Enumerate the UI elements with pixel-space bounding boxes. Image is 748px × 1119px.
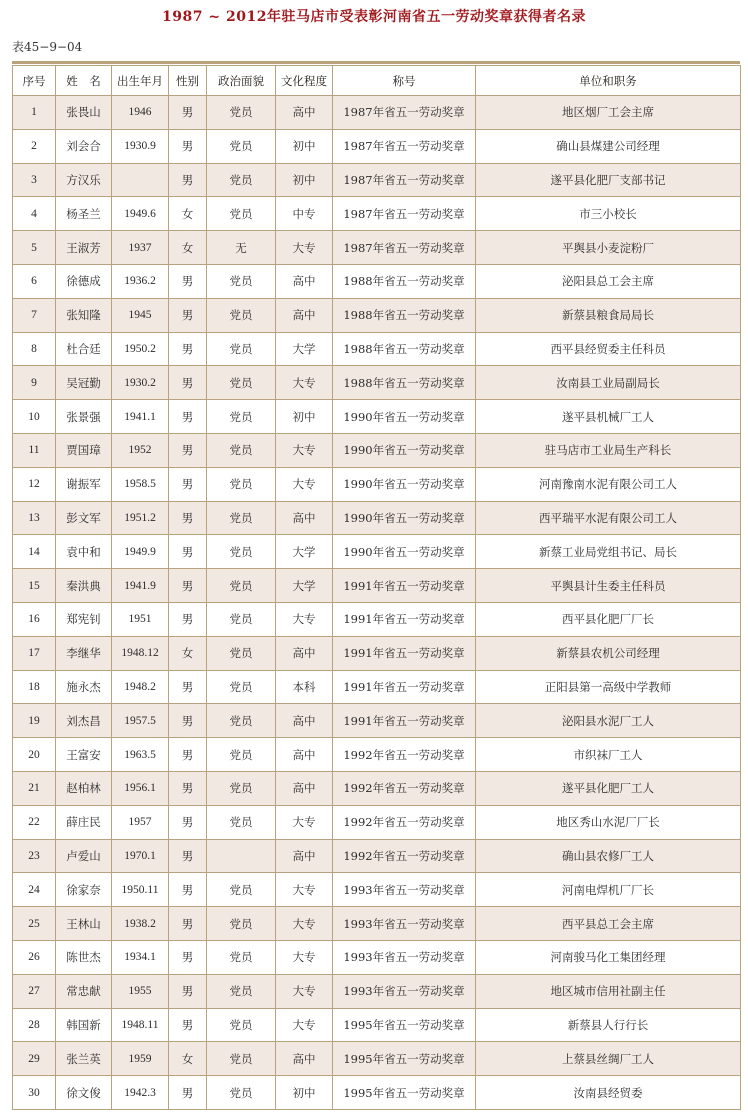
cell-name: 王淑芳: [56, 231, 112, 265]
cell-political: 党员: [207, 974, 276, 1008]
cell-name: 卢爱山: [56, 839, 112, 873]
cell-index: 9: [13, 366, 56, 400]
cell-political: 党员: [207, 704, 276, 738]
cell-unit: 市三小校长: [476, 197, 741, 231]
cell-index: 27: [13, 974, 56, 1008]
cell-gender: 男: [169, 332, 207, 366]
cell-index: 15: [13, 569, 56, 603]
cell-birth: 1955: [112, 974, 169, 1008]
cell-title: 1990年省五一劳动奖章: [333, 467, 476, 501]
cell-name: 王林山: [56, 907, 112, 941]
cell-name: 秦洪典: [56, 569, 112, 603]
cell-political: 党员: [207, 940, 276, 974]
header-unit: 单位和职务: [476, 66, 741, 96]
table-row: [13, 974, 741, 1008]
cell-education: 初中: [276, 163, 333, 197]
cell-birth: 1957: [112, 805, 169, 839]
cell-gender: 女: [169, 197, 207, 231]
cell-name: 张畏山: [56, 96, 112, 130]
cell-name: 李继华: [56, 636, 112, 670]
table-row: [13, 940, 741, 974]
cell-title: 1988年省五一劳动奖章: [333, 332, 476, 366]
table-row: [13, 129, 741, 163]
cell-unit: 确山县农修厂工人: [476, 839, 741, 873]
cell-unit: 西平县总工会主席: [476, 907, 741, 941]
header-rule: [12, 61, 740, 64]
cell-name: 薛庄民: [56, 805, 112, 839]
cell-gender: 男: [169, 1076, 207, 1110]
cell-birth: 1946: [112, 96, 169, 130]
cell-education: 初中: [276, 1076, 333, 1110]
cell-birth: 1936.2: [112, 264, 169, 298]
cell-title: 1990年省五一劳动奖章: [333, 535, 476, 569]
cell-name: 方汉乐: [56, 163, 112, 197]
cell-political: 党员: [207, 569, 276, 603]
cell-birth: 1937: [112, 231, 169, 265]
cell-political: 党员: [207, 163, 276, 197]
cell-birth: 1951: [112, 602, 169, 636]
cell-index: 8: [13, 332, 56, 366]
cell-index: 13: [13, 501, 56, 535]
cell-political: 党员: [207, 636, 276, 670]
cell-birth: 1930.2: [112, 366, 169, 400]
cell-gender: 男: [169, 602, 207, 636]
cell-birth: [112, 163, 169, 197]
cell-index: 16: [13, 602, 56, 636]
cell-title: 1991年省五一劳动奖章: [333, 569, 476, 603]
cell-education: 大专: [276, 467, 333, 501]
cell-index: 28: [13, 1008, 56, 1042]
cell-political: 党员: [207, 501, 276, 535]
cell-political: 党员: [207, 298, 276, 332]
cell-birth: 1934.1: [112, 940, 169, 974]
cell-index: 11: [13, 433, 56, 467]
cell-education: 高中: [276, 1042, 333, 1076]
cell-name: 吴冠勤: [56, 366, 112, 400]
table-row: [13, 771, 741, 805]
cell-education: 本科: [276, 670, 333, 704]
cell-unit: 确山县煤建公司经理: [476, 129, 741, 163]
cell-name: 徐文俊: [56, 1076, 112, 1110]
cell-unit: 泌阳县总工会主席: [476, 264, 741, 298]
cell-gender: 男: [169, 433, 207, 467]
cell-unit: 遂平县化肥厂支部书记: [476, 163, 741, 197]
cell-title: 1992年省五一劳动奖章: [333, 839, 476, 873]
cell-title: 1993年省五一劳动奖章: [333, 974, 476, 1008]
cell-name: 杨圣兰: [56, 197, 112, 231]
cell-education: 高中: [276, 264, 333, 298]
cell-name: 郑宪钊: [56, 602, 112, 636]
cell-index: 4: [13, 197, 56, 231]
cell-index: 21: [13, 771, 56, 805]
cell-birth: 1952: [112, 433, 169, 467]
cell-birth: 1948.12: [112, 636, 169, 670]
cell-title: 1991年省五一劳动奖章: [333, 602, 476, 636]
cell-gender: 男: [169, 569, 207, 603]
cell-index: 17: [13, 636, 56, 670]
cell-name: 施永杰: [56, 670, 112, 704]
cell-index: 26: [13, 940, 56, 974]
cell-education: 高中: [276, 636, 333, 670]
table-row: [13, 1008, 741, 1042]
cell-index: 23: [13, 839, 56, 873]
table-row: [13, 670, 741, 704]
cell-gender: 男: [169, 907, 207, 941]
header-gender: 性别: [169, 66, 207, 96]
cell-title: 1992年省五一劳动奖章: [333, 738, 476, 772]
cell-political: 党员: [207, 670, 276, 704]
cell-birth: 1941.9: [112, 569, 169, 603]
header-political: 政治面貌: [207, 66, 276, 96]
cell-unit: 西平县经贸委主任科员: [476, 332, 741, 366]
cell-gender: 男: [169, 805, 207, 839]
cell-unit: 平舆县计生委主任科员: [476, 569, 741, 603]
table-row: [13, 1042, 741, 1076]
table-row: [13, 264, 741, 298]
cell-gender: 女: [169, 1042, 207, 1076]
cell-political: 党员: [207, 1008, 276, 1042]
cell-political: [207, 839, 276, 873]
table-row: [13, 738, 741, 772]
cell-unit: 遂平县化肥厂工人: [476, 771, 741, 805]
cell-education: 初中: [276, 129, 333, 163]
table-row: [13, 467, 741, 501]
table-row: [13, 704, 741, 738]
cell-birth: 1950.11: [112, 873, 169, 907]
cell-gender: 男: [169, 400, 207, 434]
table-row: [13, 1076, 741, 1110]
cell-title: 1995年省五一劳动奖章: [333, 1042, 476, 1076]
cell-unit: 地区烟厂工会主席: [476, 96, 741, 130]
cell-political: 党员: [207, 602, 276, 636]
cell-education: 高中: [276, 771, 333, 805]
cell-gender: 女: [169, 636, 207, 670]
cell-education: 大学: [276, 332, 333, 366]
cell-index: 20: [13, 738, 56, 772]
cell-gender: 男: [169, 940, 207, 974]
cell-index: 6: [13, 264, 56, 298]
cell-title: 1987年省五一劳动奖章: [333, 231, 476, 265]
cell-education: 高中: [276, 738, 333, 772]
cell-education: 初中: [276, 400, 333, 434]
cell-education: 高中: [276, 839, 333, 873]
header-education: 文化程度: [276, 66, 333, 96]
cell-title: 1991年省五一劳动奖章: [333, 670, 476, 704]
cell-education: 大学: [276, 535, 333, 569]
cell-index: 24: [13, 873, 56, 907]
cell-birth: 1957.5: [112, 704, 169, 738]
cell-political: 党员: [207, 873, 276, 907]
table-row: [13, 163, 741, 197]
table-row: [13, 96, 741, 130]
cell-gender: 男: [169, 467, 207, 501]
cell-title: 1995年省五一劳动奖章: [333, 1008, 476, 1042]
cell-unit: 新蔡县人行行长: [476, 1008, 741, 1042]
cell-birth: 1950.2: [112, 332, 169, 366]
cell-name: 刘会合: [56, 129, 112, 163]
cell-gender: 男: [169, 535, 207, 569]
cell-political: 党员: [207, 264, 276, 298]
cell-unit: 遂平县机械厂工人: [476, 400, 741, 434]
table-row: [13, 433, 741, 467]
cell-name: 赵柏林: [56, 771, 112, 805]
cell-education: 大专: [276, 1008, 333, 1042]
cell-title: 1993年省五一劳动奖章: [333, 873, 476, 907]
header-name: 姓 名: [56, 66, 112, 96]
cell-gender: 男: [169, 1008, 207, 1042]
table-header-row: [13, 66, 741, 96]
cell-index: 18: [13, 670, 56, 704]
cell-gender: 男: [169, 738, 207, 772]
cell-index: 22: [13, 805, 56, 839]
cell-index: 10: [13, 400, 56, 434]
cell-birth: 1959: [112, 1042, 169, 1076]
cell-name: 张兰英: [56, 1042, 112, 1076]
cell-birth: 1948.2: [112, 670, 169, 704]
cell-title: 1987年省五一劳动奖章: [333, 163, 476, 197]
cell-political: 无: [207, 231, 276, 265]
cell-unit: 泌阳县水泥厂工人: [476, 704, 741, 738]
cell-name: 张知隆: [56, 298, 112, 332]
cell-title: 1990年省五一劳动奖章: [333, 501, 476, 535]
cell-index: 25: [13, 907, 56, 941]
table-row: [13, 873, 741, 907]
cell-title: 1991年省五一劳动奖章: [333, 636, 476, 670]
cell-index: 29: [13, 1042, 56, 1076]
cell-title: 1990年省五一劳动奖章: [333, 400, 476, 434]
cell-birth: 1942.3: [112, 1076, 169, 1110]
table-row: [13, 805, 741, 839]
cell-unit: 驻马店市工业局生产科长: [476, 433, 741, 467]
cell-unit: 西平瑞平水泥有限公司工人: [476, 501, 741, 535]
cell-gender: 男: [169, 704, 207, 738]
cell-index: 12: [13, 467, 56, 501]
cell-unit: 地区秀山水泥厂厂长: [476, 805, 741, 839]
table-row: [13, 231, 741, 265]
cell-title: 1988年省五一劳动奖章: [333, 264, 476, 298]
cell-gender: 男: [169, 366, 207, 400]
table-row: [13, 332, 741, 366]
cell-birth: 1949.6: [112, 197, 169, 231]
cell-title: 1987年省五一劳动奖章: [333, 96, 476, 130]
cell-unit: 河南豫南水泥有限公司工人: [476, 467, 741, 501]
cell-birth: 1945: [112, 298, 169, 332]
cell-unit: 市织袜厂工人: [476, 738, 741, 772]
header-index: 序号: [13, 66, 56, 96]
cell-gender: 女: [169, 231, 207, 265]
cell-birth: 1958.5: [112, 467, 169, 501]
cell-title: 1993年省五一劳动奖章: [333, 907, 476, 941]
cell-title: 1991年省五一劳动奖章: [333, 704, 476, 738]
cell-education: 大专: [276, 805, 333, 839]
table-row: [13, 535, 741, 569]
cell-education: 高中: [276, 298, 333, 332]
cell-title: 1988年省五一劳动奖章: [333, 298, 476, 332]
cell-index: 5: [13, 231, 56, 265]
cell-gender: 男: [169, 96, 207, 130]
cell-unit: 新蔡县农机公司经理: [476, 636, 741, 670]
cell-title: 1992年省五一劳动奖章: [333, 805, 476, 839]
cell-political: 党员: [207, 197, 276, 231]
cell-unit: 汝南县经贸委: [476, 1076, 741, 1110]
cell-political: 党员: [207, 467, 276, 501]
cell-name: 王富安: [56, 738, 112, 772]
cell-birth: 1951.2: [112, 501, 169, 535]
cell-unit: 西平县化肥厂厂长: [476, 602, 741, 636]
cell-index: 1: [13, 96, 56, 130]
cell-title: 1987年省五一劳动奖章: [333, 197, 476, 231]
table-code: 表45−9−04: [12, 40, 83, 54]
cell-index: 19: [13, 704, 56, 738]
cell-unit: 平舆县小麦淀粉厂: [476, 231, 741, 265]
cell-title: 1987年省五一劳动奖章: [333, 129, 476, 163]
table-row: [13, 400, 741, 434]
table-row: [13, 298, 741, 332]
cell-birth: 1963.5: [112, 738, 169, 772]
cell-political: 党员: [207, 738, 276, 772]
cell-name: 贾国璋: [56, 433, 112, 467]
cell-education: 大专: [276, 433, 333, 467]
table-row: [13, 569, 741, 603]
cell-birth: 1941.1: [112, 400, 169, 434]
cell-birth: 1930.9: [112, 129, 169, 163]
cell-title: 1995年省五一劳动奖章: [333, 1076, 476, 1110]
cell-birth: 1949.9: [112, 535, 169, 569]
cell-political: 党员: [207, 96, 276, 130]
cell-title: 1990年省五一劳动奖章: [333, 433, 476, 467]
cell-education: 大专: [276, 366, 333, 400]
table-row: [13, 907, 741, 941]
cell-name: 陈世杰: [56, 940, 112, 974]
cell-name: 张景强: [56, 400, 112, 434]
cell-education: 中专: [276, 197, 333, 231]
table-row: [13, 839, 741, 873]
cell-index: 14: [13, 535, 56, 569]
cell-political: 党员: [207, 433, 276, 467]
cell-education: 大专: [276, 974, 333, 1008]
cell-education: 高中: [276, 704, 333, 738]
cell-name: 徐德成: [56, 264, 112, 298]
cell-education: 大专: [276, 907, 333, 941]
cell-unit: 汝南县工业局副局长: [476, 366, 741, 400]
cell-education: 大专: [276, 940, 333, 974]
cell-gender: 男: [169, 501, 207, 535]
page-title: 1987 ~ 2012年驻马店市受表彰河南省五一劳动奖章获得者名录: [162, 9, 586, 25]
cell-political: 党员: [207, 1076, 276, 1110]
cell-title: 1992年省五一劳动奖章: [333, 771, 476, 805]
cell-index: 30: [13, 1076, 56, 1110]
cell-unit: 河南电焊机厂厂长: [476, 873, 741, 907]
cell-birth: 1956.1: [112, 771, 169, 805]
cell-political: 党员: [207, 771, 276, 805]
cell-name: 徐家奈: [56, 873, 112, 907]
cell-name: 刘杰昌: [56, 704, 112, 738]
table-row: [13, 366, 741, 400]
cell-title: 1993年省五一劳动奖章: [333, 940, 476, 974]
cell-unit: 地区城市信用社副主任: [476, 974, 741, 1008]
cell-gender: 男: [169, 873, 207, 907]
cell-index: 2: [13, 129, 56, 163]
cell-name: 韩国新: [56, 1008, 112, 1042]
cell-political: 党员: [207, 805, 276, 839]
cell-gender: 男: [169, 129, 207, 163]
cell-gender: 男: [169, 298, 207, 332]
cell-education: 大专: [276, 602, 333, 636]
cell-unit: 正阳县第一高级中学教师: [476, 670, 741, 704]
cell-unit: 上蔡县丝绸厂工人: [476, 1042, 741, 1076]
cell-education: 高中: [276, 501, 333, 535]
cell-political: 党员: [207, 535, 276, 569]
cell-education: 大学: [276, 569, 333, 603]
header-birth: 出生年月: [112, 66, 169, 96]
header-title: 称号: [333, 66, 476, 96]
cell-education: 高中: [276, 96, 333, 130]
cell-birth: 1948.11: [112, 1008, 169, 1042]
cell-gender: 男: [169, 839, 207, 873]
cell-gender: 男: [169, 670, 207, 704]
table-row: [13, 602, 741, 636]
cell-name: 谢振军: [56, 467, 112, 501]
cell-birth: 1938.2: [112, 907, 169, 941]
cell-gender: 男: [169, 974, 207, 1008]
cell-political: 党员: [207, 400, 276, 434]
cell-index: 7: [13, 298, 56, 332]
cell-political: 党员: [207, 1042, 276, 1076]
cell-political: 党员: [207, 366, 276, 400]
cell-index: 3: [13, 163, 56, 197]
cell-gender: 男: [169, 771, 207, 805]
cell-political: 党员: [207, 332, 276, 366]
cell-education: 大专: [276, 231, 333, 265]
cell-name: 常忠献: [56, 974, 112, 1008]
cell-political: 党员: [207, 129, 276, 163]
cell-name: 彭文军: [56, 501, 112, 535]
cell-political: 党员: [207, 907, 276, 941]
cell-name: 袁中和: [56, 535, 112, 569]
cell-unit: 新蔡工业局党组书记、局长: [476, 535, 741, 569]
table-row: [13, 636, 741, 670]
cell-birth: 1970.1: [112, 839, 169, 873]
awardees-table: [12, 65, 741, 1110]
cell-unit: 河南骏马化工集团经理: [476, 940, 741, 974]
cell-education: 大专: [276, 873, 333, 907]
table-row: [13, 197, 741, 231]
table-row: [13, 501, 741, 535]
cell-gender: 男: [169, 163, 207, 197]
cell-gender: 男: [169, 264, 207, 298]
cell-title: 1988年省五一劳动奖章: [333, 366, 476, 400]
cell-unit: 新蔡县粮食局局长: [476, 298, 741, 332]
cell-name: 杜合廷: [56, 332, 112, 366]
